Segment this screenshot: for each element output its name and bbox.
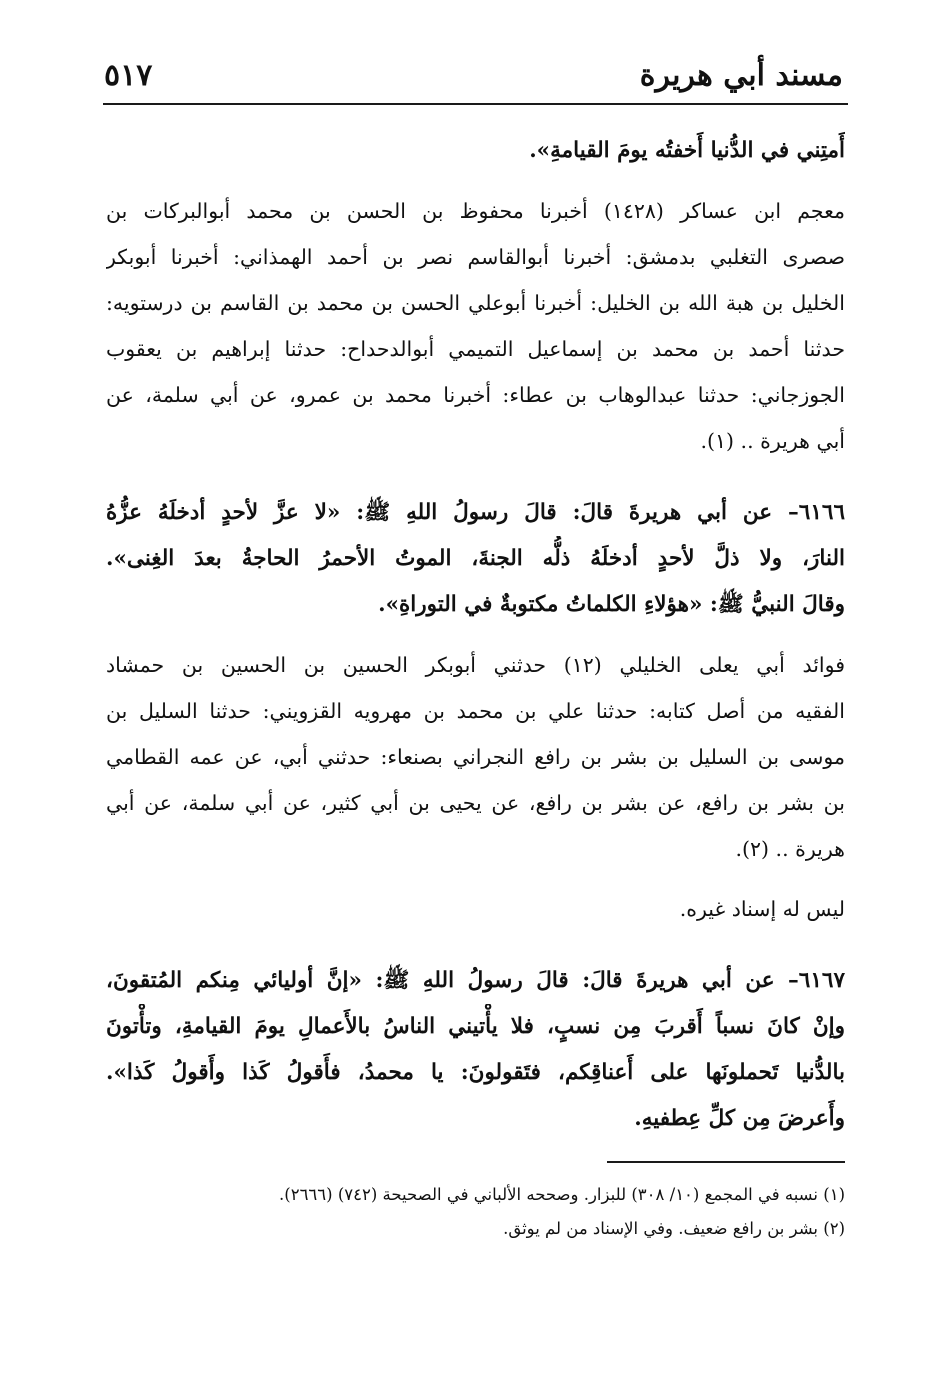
footnote-1: (١) نسبه في المجمع (١٠/ ٣٠٨) للبزار. وصححه الألباني في الصحيحة (٧٤٢) (٢٦٦٦). (279, 1185, 845, 1204)
text-line: ليس له إسناد غيره. (679, 897, 845, 921)
text-line: الجوزجاني: حدثنا عبدالوهاب بن عطاء: أخبرنا محمد بن عمرو، عن أبي سلمة، عن (106, 383, 845, 407)
hadith-line: وأَعرضَ مِن كلِّ عِطفيهِ. (634, 1106, 845, 1131)
text-line: أبي هريرة .. (١). (700, 429, 845, 453)
text-line: فوائد أبي يعلى الخليلي (١٢) حدثني أبوبكر الحسين بن الحسين بن حمشاد (106, 653, 845, 677)
footnotes (106, 1178, 845, 1246)
hadith-line: بالدُّنيا تَحملونَها على أَعناقِكم، فتَقولونَ: يا محمدُ، فأَقولُ كَذا وأَقولُ كَذا». (106, 1060, 845, 1085)
page-number: ٥١٧ (104, 58, 153, 93)
running-title: مسند أبي هريرة (639, 58, 843, 93)
footnote-2: (٢) بشر بن رافع ضعيف. وفي الإسناد من لم يوثق. (503, 1219, 845, 1238)
hadith-line: النارَ، ولا ذلَّ لأحدٍ أدخلَهُ ذلُّه الجنةَ، الموتُ الأحمرُ الحاجةُ بعدَ الغِنى». (106, 546, 845, 571)
text-line: هريرة .. (٢). (735, 837, 845, 861)
text-line: بن بشر بن رافع، عن بشر بن رافع، عن يحيى بن أبي كثير، عن أبي سلمة، عن أبي (106, 791, 845, 815)
main-text (106, 128, 845, 1142)
hadith-line: وإنْ كانَ نسباً أَقربَ مِن نسبٍ، فلا يأْتيني الناسُ بالأَعمالِ يومَ القيامةِ، وتأْتونَ (106, 1014, 845, 1039)
hadith-line: ٦١٦٦– عن أبي هريرةَ قالَ: قالَ رسولُ اللهِ ﷺ: «لا عزَّ لأحدٍ أدخلَهُ عزُّهُ (106, 500, 845, 525)
hadith-line: وقالَ النبيُّ ﷺ: «هؤلاءِ الكلماتُ مكتوبةٌ في التوراةِ». (378, 592, 845, 617)
text-line: الفقيه من أصل كتابه: حدثنا علي بن محمد بن مهرويه القزويني: حدثنا السليل بن (106, 699, 845, 723)
text-line: الخليل بن هبة الله بن الخليل: أخبرنا أبوعلي الحسن بن محمد بن القاسم بن درستويه: (106, 291, 845, 315)
text-line: موسى بن السليل بن بشر بن رافع النجراني بصنعاء: حدثني أبي، عن عمه القطامي (106, 745, 845, 769)
hadith-line: ٦١٦٧– عن أبي هريرةَ قالَ: قالَ رسولُ اللهِ ﷺ: «إنَّ أوليائي مِنكم المُتقونَ، (106, 968, 845, 993)
text-line: حدثنا أحمد بن محمد بن إسماعيل التميمي أبوالدحداح: حدثنا إبراهيم بن يعقوب (106, 337, 845, 361)
text-line: معجم ابن عساكر (١٤٢٨) أخبرنا محفوظ بن الحسن بن محمد أبوالبركات بن (106, 199, 845, 223)
text-line: صصرى التغلبي بدمشق: أخبرنا أبوالقاسم نصر بن أحمد الهمذاني: أخبرنا أبوبكر (106, 245, 845, 269)
text-line: أَمتِني في الدُّنيا أَخفتُه يومَ القيامةِ». (529, 138, 845, 163)
header-divider (103, 103, 848, 105)
footnote-divider (607, 1161, 845, 1163)
